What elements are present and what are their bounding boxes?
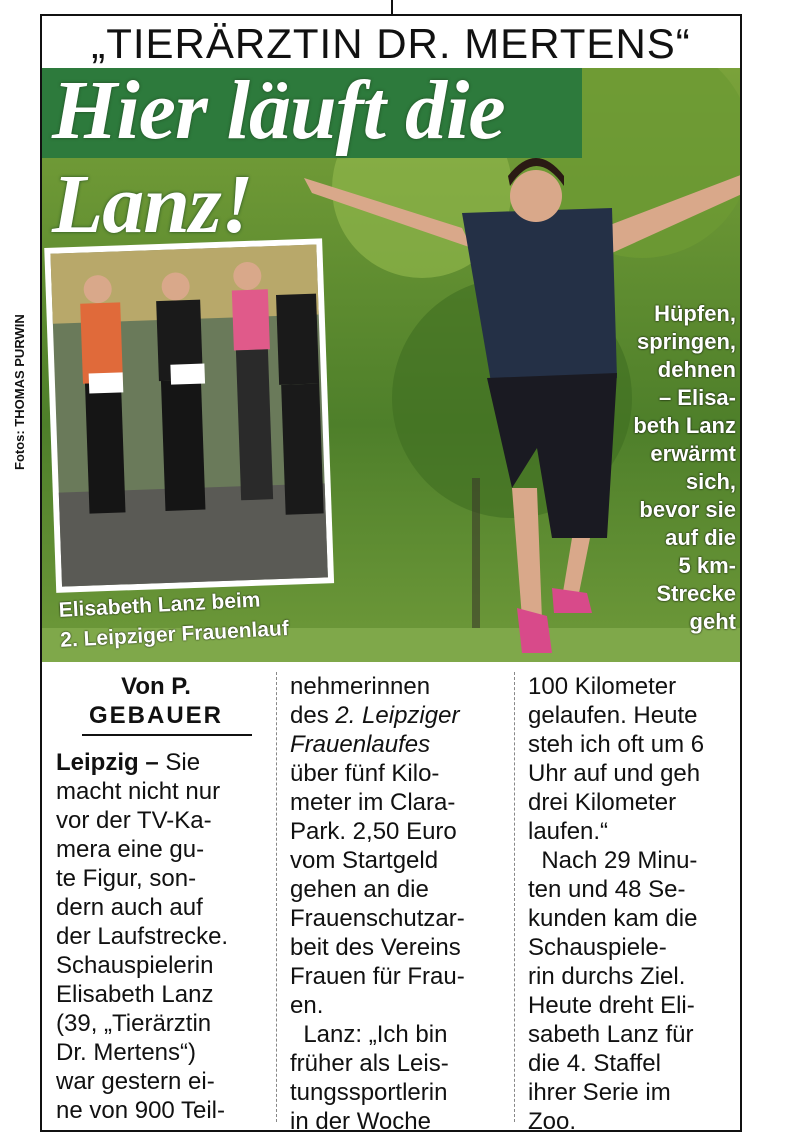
caption-line: – Elisa- bbox=[658, 385, 736, 410]
body-line bbox=[290, 701, 465, 730]
body-line: en. bbox=[290, 992, 324, 1019]
body-line: Zoo. bbox=[528, 1108, 577, 1135]
body-line: über fünf Kilo- bbox=[290, 760, 440, 787]
article-column-1 bbox=[56, 672, 256, 1125]
body-line: der Laufstrecke. bbox=[56, 923, 229, 950]
caption-line: 2. Leipziger Frauenlauf bbox=[59, 616, 290, 652]
body-line: in der Woche bbox=[290, 1108, 431, 1135]
body-line: ne von 900 Teil- bbox=[56, 1097, 226, 1124]
body-text: Sie bbox=[158, 749, 201, 776]
body-line: Frauen für Frau- bbox=[290, 963, 465, 990]
body-line: laufen.“ bbox=[528, 818, 609, 845]
caption-line: Strecke bbox=[656, 581, 736, 606]
body-line: Dr. Mertens“) bbox=[56, 1039, 197, 1066]
column-divider bbox=[276, 672, 277, 1122]
caption-line: 5 km- bbox=[678, 553, 736, 578]
body-line: dern auch auf bbox=[56, 894, 203, 921]
caption-line: erwärmt bbox=[650, 441, 736, 466]
body-line: ihrer Serie im bbox=[528, 1079, 671, 1106]
body-line: sabeth Lanz für bbox=[528, 1021, 694, 1048]
top-rule bbox=[391, 0, 393, 14]
caption-line: sich, bbox=[685, 469, 736, 494]
headline-line-1: Hier läuft die bbox=[52, 64, 505, 157]
article-column-3 bbox=[528, 672, 704, 1136]
body-line bbox=[56, 748, 256, 777]
body-line: beit des Vereins bbox=[290, 934, 461, 961]
body-line: war gestern ei- bbox=[56, 1068, 215, 1095]
body-line: gelaufen. Heute bbox=[528, 702, 698, 729]
body-line: ten und 48 Se- bbox=[528, 876, 686, 903]
caption-line: auf die bbox=[665, 525, 736, 550]
body-line: Uhr auf und geh bbox=[528, 760, 701, 787]
body-line: Elisabeth Lanz bbox=[56, 981, 214, 1008]
body-line: macht nicht nur bbox=[56, 778, 221, 805]
body-line: Park. 2,50 Euro bbox=[290, 818, 457, 845]
byline-line-1: Von P. bbox=[121, 673, 191, 700]
caption-line: bevor sie bbox=[639, 497, 736, 522]
caption-line: geht bbox=[689, 609, 736, 634]
article-column-2 bbox=[290, 672, 465, 1136]
photo-caption-right bbox=[596, 300, 736, 636]
body-line: 100 Kilometer bbox=[528, 673, 677, 700]
body-line: te Figur, son- bbox=[56, 865, 197, 892]
body-line: drei Kilometer bbox=[528, 789, 677, 816]
event-name: 2. Leipziger bbox=[335, 702, 460, 729]
caption-line: Hüpfen, bbox=[654, 301, 736, 326]
headline-line-2: Lanz! bbox=[52, 158, 253, 251]
caption-line: Elisabeth Lanz beim bbox=[58, 588, 261, 622]
kicker: „TIERÄRZTIN DR. MERTENS“ bbox=[91, 20, 691, 67]
body-line: Heute dreht Eli- bbox=[528, 992, 695, 1019]
body-line: mera eine gu- bbox=[56, 836, 205, 863]
photo-credit: Fotos: THOMAS PURWIN bbox=[12, 314, 27, 470]
body-line: vor der TV-Ka- bbox=[56, 807, 212, 834]
dateline: Leipzig – bbox=[56, 749, 159, 776]
body-text: des bbox=[290, 702, 336, 729]
body-line: früher als Leis- bbox=[290, 1050, 449, 1077]
body-line: die 4. Staffel bbox=[528, 1050, 661, 1077]
body-line: gehen an die bbox=[290, 876, 429, 903]
column-divider bbox=[514, 672, 515, 1122]
body-line: Frauenschutzar- bbox=[290, 905, 465, 932]
body-line: Nach 29 Minu- bbox=[528, 847, 698, 874]
photo-caption-left bbox=[58, 584, 290, 656]
body-line: Schauspielerin bbox=[56, 952, 214, 979]
caption-line: springen, bbox=[636, 329, 736, 354]
body-line: Schauspiele- bbox=[528, 934, 667, 961]
body-line: tungssportlerin bbox=[290, 1079, 448, 1106]
body-line: Lanz: „Ich bin bbox=[290, 1021, 448, 1048]
body-line: rin durchs Ziel. bbox=[528, 963, 686, 990]
byline-rule bbox=[82, 734, 252, 736]
body-line: vom Startgeld bbox=[290, 847, 439, 874]
body-line: nehmerinnen bbox=[290, 673, 431, 700]
byline-author: GEBAUER bbox=[88, 702, 223, 729]
caption-line: beth Lanz bbox=[633, 413, 736, 438]
body-line: kunden kam die bbox=[528, 905, 698, 932]
body-line: (39, „Tierärztin bbox=[56, 1010, 212, 1037]
caption-line: dehnen bbox=[657, 357, 736, 382]
event-name-line: Frauenlaufes bbox=[290, 731, 431, 758]
body-line: steh ich oft um 6 bbox=[528, 731, 705, 758]
body-line: meter im Clara- bbox=[290, 789, 456, 816]
